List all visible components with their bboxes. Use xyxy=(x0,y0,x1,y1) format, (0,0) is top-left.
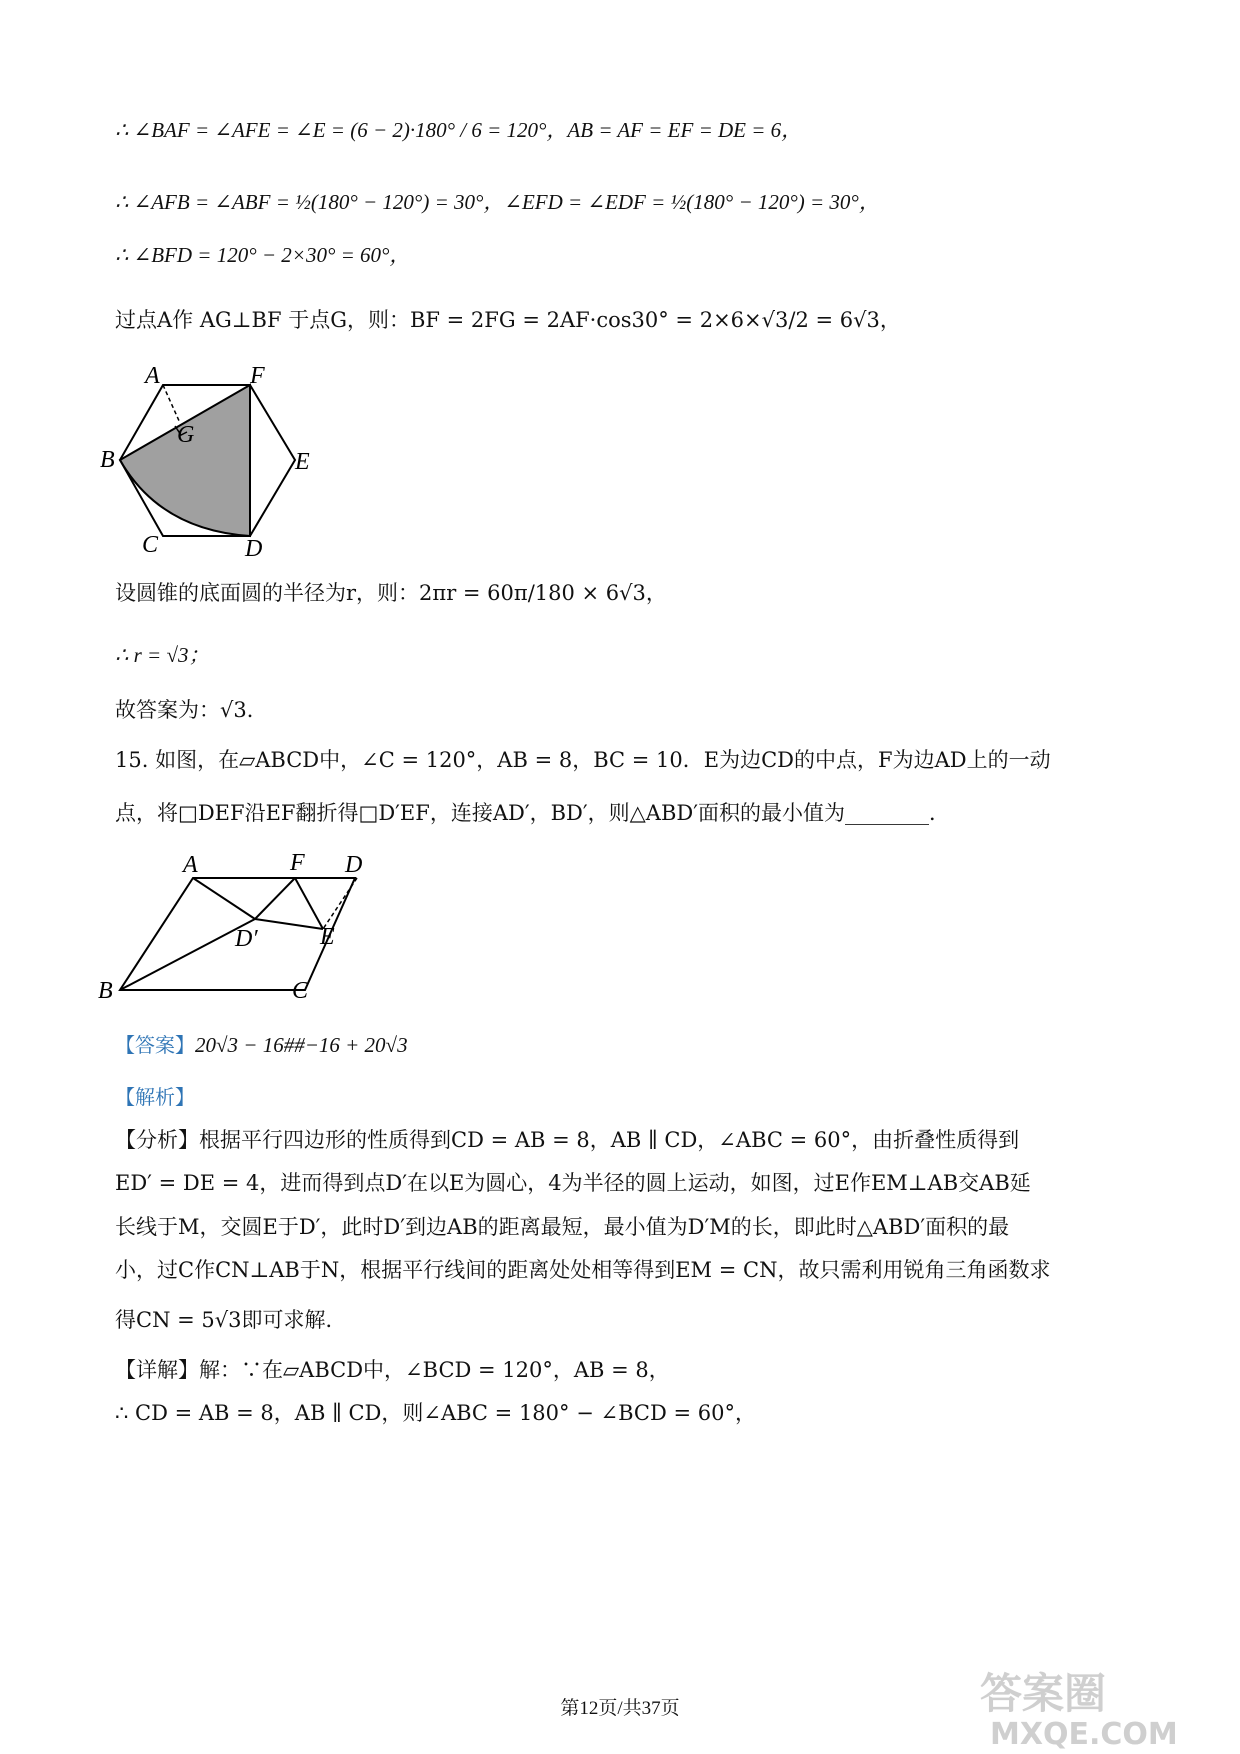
label-e: E xyxy=(295,449,310,475)
segment-dpe xyxy=(255,919,323,929)
question-15-line-1: 15. 如图，在▱ABCD中，∠C = 120°，AB = 8，BC = 10．E为边CD的中点，F为边AD上的一动 xyxy=(115,748,1051,772)
watermark-logo xyxy=(970,1660,1210,1750)
segment-adp xyxy=(193,878,255,919)
analysis-line-5: 得CN = 5√3即可求解． xyxy=(115,1308,347,1332)
watermark-top-text: 答案圈 xyxy=(980,1669,1107,1718)
answer-tag: 【答案】 xyxy=(115,1033,195,1057)
analysis-line-3: 长线于M，交圆E于D′，此时D′到边AB的距离最短，最小值为D′M的长，即此时△ABD′面积的最 xyxy=(115,1215,1010,1239)
label-d: D xyxy=(245,536,263,562)
parallelogram-figure xyxy=(95,845,415,1015)
analysis-line-2: ED′ = DE = 4，进而得到点D′在以E为圆心，4为半径的圆上运动，如图，过E作EM⊥AB交AB延 xyxy=(115,1171,1031,1195)
solution-line-3: ∴ ∠BFD = 120° − 2×30° = 60°， xyxy=(115,243,411,267)
solution-line-4: 过点A作 AG⊥BF 于点G，则：BF = 2FG = 2AF·cos30° = 2×6×√3/2 = 6√3， xyxy=(115,308,901,332)
answer-value: 20√3 − 16##−16 + 20√3 xyxy=(195,1033,408,1057)
solution-line-5: 设圆锥的底面圆的半径为r，则：2πr = 60π/180 × 6√3， xyxy=(115,581,667,605)
segment-ag xyxy=(163,385,180,423)
solution-line-2: ∴ ∠AFB = ∠ABF = ½(180° − 120°) = 30°，∠EFD = ∠EDF = ½(180° − 120°) = 30°， xyxy=(115,190,880,214)
label-g: G xyxy=(177,422,195,448)
label-c: C xyxy=(292,978,309,1004)
answer-line xyxy=(115,1030,1130,1060)
question-15-line-2: 点，将□DEF沿EF翻折得□D′EF，连接AD′，BD′，则△ABD′面积的最小值为________． xyxy=(115,801,950,825)
label-b: B xyxy=(98,978,113,1004)
label-f: F xyxy=(250,363,265,389)
label-d-prime: D′ xyxy=(235,926,258,952)
label-c: C xyxy=(142,532,159,558)
page-footer: 第12页/共37页 xyxy=(560,1698,680,1719)
segment-fe xyxy=(295,878,323,929)
solution-line-7: 故答案为：√3． xyxy=(115,698,268,722)
detail-line-2: ∴ CD = AB = 8，AB ∥ CD，则∠ABC = 180° − ∠BCD = 60°， xyxy=(115,1401,756,1425)
dashed-de xyxy=(323,878,357,929)
analysis-line-1: 【分析】根据平行四边形的性质得到CD = AB = 8，AB ∥ CD，∠ABC = 60°，由折叠性质得到 xyxy=(115,1128,1020,1152)
detail-line-1: 【详解】解：∵在▱ABCD中，∠BCD = 120°，AB = 8， xyxy=(115,1358,670,1382)
shaded-sector xyxy=(120,385,250,536)
label-d: D xyxy=(345,852,363,878)
analysis-line-4: 小，过C作CN⊥AB于N，根据平行线间的距离处处相等得到EM = CN，故只需利用锐角三角函数求 xyxy=(115,1258,1051,1282)
hexagon-figure xyxy=(95,360,335,565)
label-f: F xyxy=(290,850,305,876)
label-a: A xyxy=(183,852,198,878)
analysis-heading xyxy=(115,1082,1130,1112)
label-b: B xyxy=(100,447,115,473)
watermark-bottom-text: MXQE.COM xyxy=(990,1717,1178,1750)
label-a: A xyxy=(145,363,160,389)
analysis-tag: 【解析】 xyxy=(115,1085,195,1109)
solution-line-1: ∴ ∠BAF = ∠AFE = ∠E = (6 − 2)·180° / 6 = 120°，AB = AF = EF = DE = 6， xyxy=(115,118,803,142)
solution-line-6: ∴ r = √3； xyxy=(115,643,210,667)
segment-fdp xyxy=(255,878,295,919)
label-e: E xyxy=(320,924,335,950)
